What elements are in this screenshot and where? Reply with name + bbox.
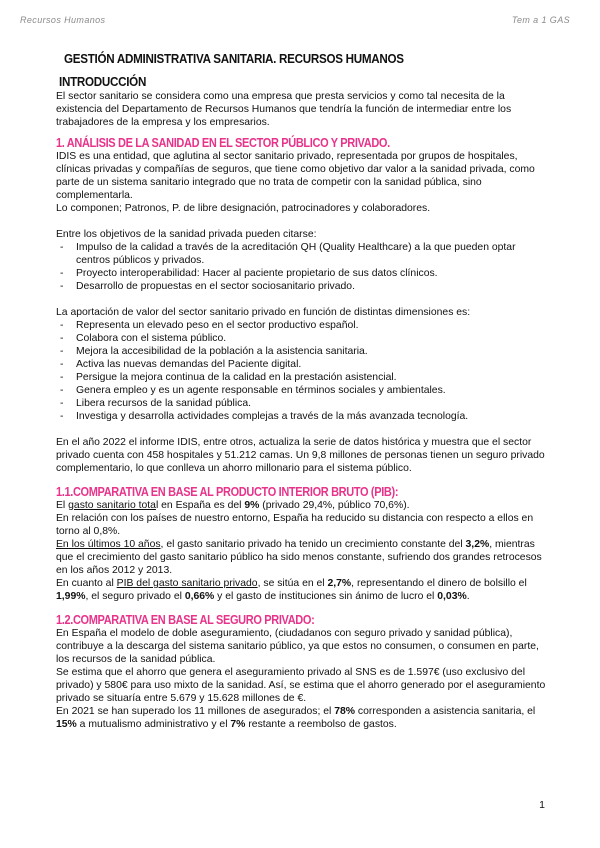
- seguro-para-2: Se estima que el ahorro que genera el aseguramiento privado al SNS es de 1.597€ (uso exclusivo del privado) y 580€ para uso mixto de la sanidad. Así, se estima que el ahorro generado por el aseguramiento privado se situaría entre 5.679 y 15.628 millones de €.: [56, 667, 546, 704]
- list-item: - Activa las nuevas demandas del Paciente digital.: [56, 358, 548, 371]
- pib-para-2: En relación con los países de nuestro entorno, España ha reducido su distancia con respecto a ellos en torno al 0,8%.: [56, 513, 534, 537]
- pib-para-3: En los últimos 10 años, el gasto sanitario privado ha tenido un crecimiento constante del 3,2%, mientras que el crecimiento del gasto sanitario público ha sido menos constante, sufriendo dos grandes retrocesos en los años 2012 y 2013.: [56, 539, 542, 576]
- list-item: - Proyecto interoperabilidad: Hacer al paciente propietario de sus datos clínicos.: [56, 267, 548, 280]
- values-list: [56, 319, 548, 423]
- section-1-para-2: Lo componen; Patronos, P. de libre designación, patrocinadores y colaboradores.: [56, 203, 431, 214]
- list-item: - Persigue la mejora continua de la calidad en la prestación asistencial.: [56, 371, 548, 384]
- pib-para-4: En cuanto al PIB del gasto sanitario privado, se sitúa en el 2,7%, representando el dinero de bolsillo el 1,99%, el seguro privado el 0,66% y el gasto de instituciones sin ánimo de lucro el 0,03%.: [56, 578, 527, 602]
- seguro-para-3: En 2021 se han superado los 11 millones de asegurados; el 78% corresponden a asistencia sanitaria, el 15% a mutualismo administrativo y el 7% restante a reembolso de gastos.: [56, 706, 536, 730]
- list-item: - Colabora con el sistema público.: [56, 332, 548, 345]
- intro-heading: INTRODUCCIÓN: [59, 75, 147, 89]
- list-item: - Genera empleo y es un agente responsable en términos sociales y ambientales.: [56, 384, 548, 397]
- section-1-para-3: En el año 2022 el informe IDIS, entre otros, actualiza la serie de datos histórica y muestra que el sector privado cuenta con 458 hospitales y 51.212 camas. Un 9,8 millones de personas tienen un seguro privado complementario, lo que conlleva un ahorro millonario para el sistema público.: [56, 437, 545, 474]
- list-item: - Libera recursos de la sanidad pública.: [56, 397, 548, 410]
- section-1-2-heading: 1.2.COMPARATIVA EN BASE AL SEGURO PRIVADO:: [56, 613, 315, 627]
- objectives-intro: Entre los objetivos de la sanidad privada pueden citarse:: [56, 229, 317, 240]
- section-1-para-1: IDIS es una entidad, que aglutina al sector sanitario privado, representada por grupos de hospitales, clínicas privadas y compañías de seguros, que tiene como objetivo dar valor a la sanidad privada, como parte de un sistema sanitario integrado que no trata de competir con la sanidad pública, sino complementarla.: [56, 151, 535, 201]
- section-1-1-heading: 1.1.COMPARATIVA EN BASE AL PRODUCTO INTERIOR BRUTO (PIB):: [56, 485, 399, 499]
- list-item: - Mejora la accesibilidad de la población a la asistencia sanitaria.: [56, 345, 548, 358]
- values-intro: La aportación de valor del sector sanitario privado en función de distintas dimensiones es:: [56, 307, 471, 318]
- document-title: GESTIÓN ADMINISTRATIVA SANITARIA. RECURSOS HUMANOS: [64, 52, 404, 66]
- section-1-heading: 1. ANÁLISIS DE LA SANIDAD EN EL SECTOR PÚBLICO Y PRIVADO.: [56, 136, 390, 150]
- list-item: - Desarrollo de propuestas en el sector sociosanitario privado.: [56, 280, 548, 293]
- list-item: - Representa un elevado peso en el sector productivo español.: [56, 319, 548, 332]
- list-item: - Impulso de la calidad a través de la acreditación QH (Quality Healthcare) a la que pueden optar centros públicos y privados.: [56, 241, 548, 267]
- seguro-para-1: En España el modelo de doble aseguramiento, (ciudadanos con seguro privado y sanidad pública), contribuye a la descarga del sistema sanitario público, ya que estos no consumen, o consumen en parte, los recursos de la sanidad pública.: [56, 628, 539, 665]
- pib-para-1: El gasto sanitario total en España es del 9% (privado 29,4%, público 70,6%).: [56, 500, 410, 511]
- objectives-list: [56, 241, 548, 293]
- document-body: [56, 52, 548, 731]
- list-item: - Investiga y desarrolla actividades complejas a través de la más avanzada tecnología.: [56, 410, 548, 423]
- header-left: Recursos Humanos: [20, 15, 106, 25]
- header-right: Tem a 1 GAS: [511, 15, 570, 25]
- intro-text: El sector sanitario se considera como una empresa que presta servicios y como tal necesita de la existencia del Departamento de Recursos Humanos que tendría la función de intermediar entre los trabajadores de la empresa y los empresarios.: [56, 91, 512, 128]
- page-number: 1: [539, 799, 545, 811]
